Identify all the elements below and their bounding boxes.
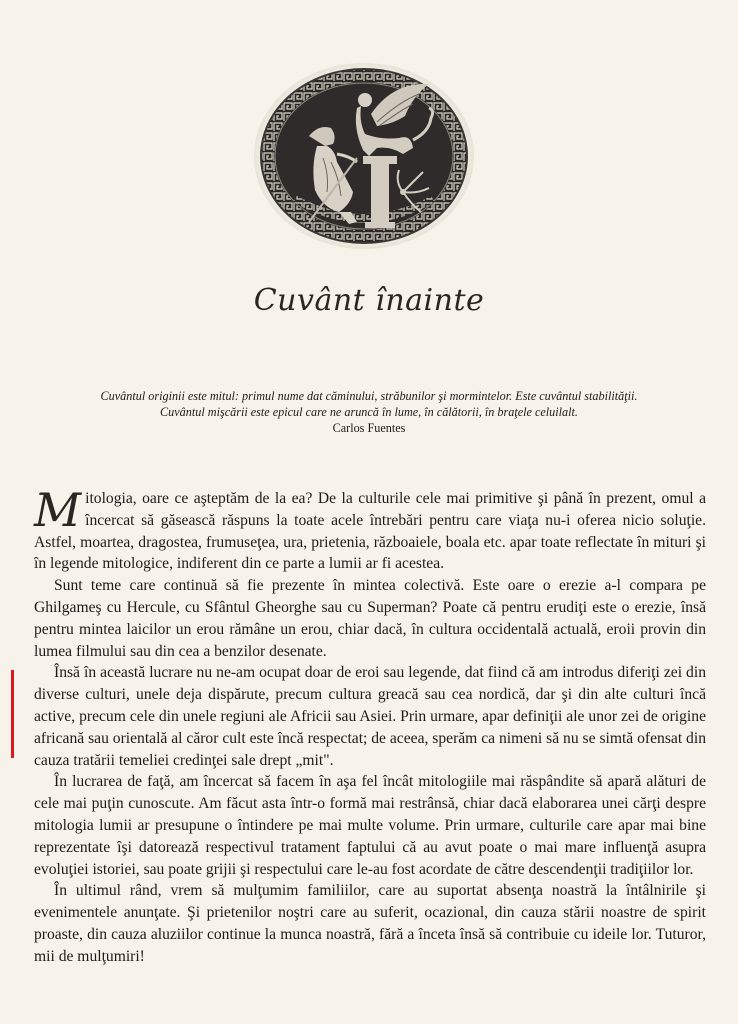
epigraph [96, 388, 642, 436]
oedipus-sphinx-vase-medallion-icon [253, 62, 475, 250]
body-text [34, 483, 706, 968]
paragraph-2: Sunt teme care continuă să fie prezente în mintea colectivă. Este oare o erezie a-l compara pe Ghilgameş cu Hercule, cu Sfântul Gheorghe sau cu Superman? Poate că pentru erudiţi este o erezie, însă pentru mintea laicilor un erou rămâne un erou, chiar dacă, în cultura occidentală actuală, eroii provin din lumea filmului sau din cea a benzilor desenate. [34, 577, 706, 660]
paragraph-3: Însă în această lucrare nu ne-am ocupat doar de eroi sau legende, dat fiind că am introdus diferiţi zei din diverse culturi, unele deja dispărute, precum cultura greacă sau cea nordică, dar şi din alte culturi încă active, precum cele din unele regiuni ale Africii sau Asiei. Prin urmare, apar definiţii ale unor zei de origine africană sau orientală al căror cult este încă respectat; de aceea, sperăm ca nimeni să nu se simtă ofensat din cauza tratării temeliei credinţei sale drept „mit". [34, 664, 706, 769]
paragraph-5: În ultimul rând, vrem să mulţumim familiilor, care au suportat absenţa noastră la întâlnirile şi evenimentele anunţate. Şi prietenilor noştri care au suferit, ocazional, din cauza stării noastre de spirit proaste, din cauza aluziilor continue la munca noastră, fără a înceta însă să contribuie cu ideile lor. Tuturor, mii de mulţumiri! [34, 882, 706, 965]
drop-cap: M [34, 483, 82, 537]
paragraph-4: În lucrarea de faţă, am încercat să facem în aşa fel încât mitologiile mai răspândite să apară alături de cele mai puţin cunoscute. Am făcut asta într-o formă mai restrânsă, chiar dacă elaborarea unei cărţi despre mitologia lumii ar presupune o întindere pe mai multe volume. Prin urmare, culturile care apar mai bine reprezentate îşi datorează respectivul tratament faptului că au avut poate o mai mare influenţă asupra evoluţiei istoriei, sau poate grijii şi respectului care le-au fost acordate de către descendenţii tradiţiilor lor. [34, 773, 706, 878]
paragraph-1 [34, 483, 706, 575]
margin-highlight-mark [11, 670, 14, 758]
epigraph-author: Carlos Fuentes [332, 421, 406, 435]
page-title: Cuvânt înainte [253, 283, 485, 318]
epigraph-quote: Cuvântul originii este mitul: primul nume dat căminului, străbunilor şi mormintelor. Este cuvântul stabilităţii. Cuvântul mişcării este epicul care ne aruncă în lume, în călătorii, în braţele celuilalt. [100, 389, 638, 419]
paragraph-1-text: itologia, oare ce aşteptăm de la ea? De la culturile cele mai primitive şi până în prezent, omul a încercat să găsească răspuns la toate acele întrebări pentru care viaţa nu-i oferea nicio soluţie. Astfel, moartea, dragostea, frumuseţea, ura, prietenia, războaiele, boala etc. apar toate reflectate în mituri şi în legende mitologice, indiferent din ce parte a lumii ar fi acestea. [34, 490, 706, 573]
